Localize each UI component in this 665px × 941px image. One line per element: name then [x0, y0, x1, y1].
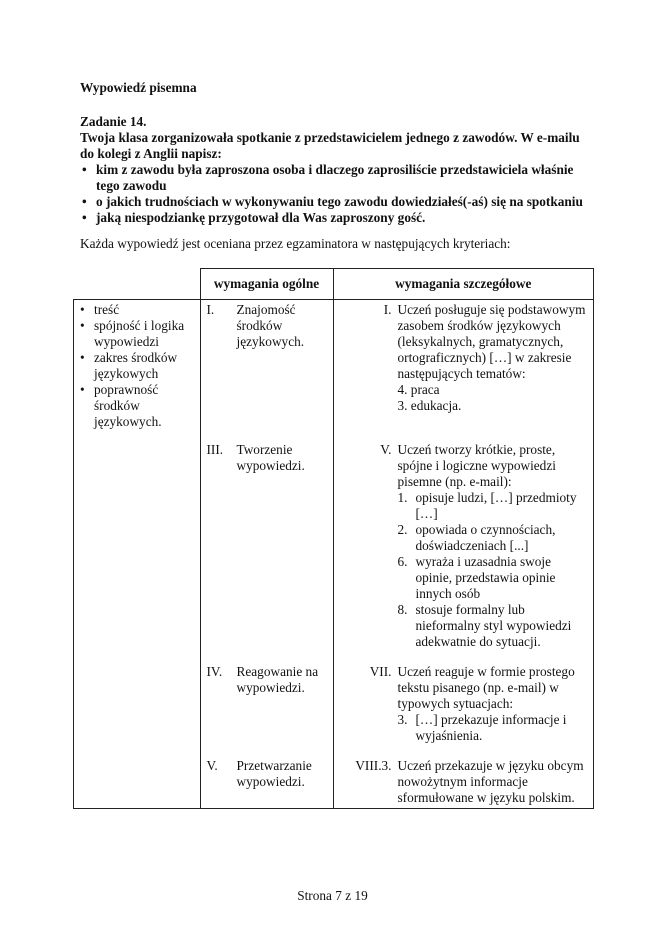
task-bullet: • jaką niespodziankę przygotował dla Was zaproszony gość. — [80, 210, 590, 226]
criteria-intro: Każda wypowiedź jest oceniana przez egzaminatora w następujących kryteriach: — [80, 236, 511, 251]
specific-item: I. Uczeń posługuje się podstawowym zasobem środków językowych (leksykalnych, gramatycznych, ortograficznych) […] w zakresie następujących tematów: 4. praca 3. edukacja. — [383, 302, 586, 413]
task-bullets — [80, 162, 590, 226]
specific-requirements-cell — [333, 300, 594, 809]
specific-item: V. Uczeń tworzy krótkie, proste, spójne i logiczne wypowiedzi pisemne (np. e-mail): 1. opisuje ludzi, […] przedmioty […] 2. opowiada o czynnościach, doświadczeniach [...] 6. wyraża i uzasadnia swoje opinie, przedstawia opinie innych osób 8. stosuje formalny lub nieformalny styl wypowiedzi adekwatnie do sytuacji. — [380, 442, 577, 649]
page-number: Strona 7 z 19 — [297, 888, 368, 903]
header-empty — [74, 269, 201, 300]
task-instructions — [80, 130, 590, 226]
criterion: • spójność i logika wypowiedzi — [78, 318, 196, 350]
table-header-row — [74, 269, 594, 300]
general-item: I. Znajomość środków językowych. — [206, 302, 305, 349]
header-specific: wymagania szczegółowe — [333, 269, 594, 300]
specific-item: VII. Uczeń reaguje w formie prostego tekstu pisanego (np. e-mail) w typowych sytuacjach: 3. […] przekazuje informacje i wyjaśnienia. — [369, 664, 575, 743]
task-title: Zadanie 14. — [80, 114, 147, 129]
general-item: III. Tworzenie wypowiedzi. — [206, 442, 305, 473]
task-bullet: • kim z zawodu była zaproszona osoba i dlaczego zaprosiliście przedstawiciela właśnie tego zawodu — [80, 162, 590, 194]
general-item: V. Przetwarzanie wypowiedzi. — [206, 758, 312, 789]
table-row — [74, 300, 594, 809]
specific-item: VIII.3. Uczeń przekazuje w języku obcym nowożytnym informacje sformułowane w języku polskim. — [355, 758, 584, 805]
criteria-table — [73, 268, 594, 809]
criteria-cell — [74, 300, 201, 809]
general-item: IV. Reagowanie na wypowiedzi. — [206, 664, 319, 695]
section-heading: Wypowiedź pisemna — [80, 80, 197, 95]
task-bullet: • o jakich trudnościach w wykonywaniu tego zawodu dowiedziałeś(-aś) się na spotkaniu — [80, 194, 590, 210]
task-text: Twoja klasa zorganizowała spotkanie z przedstawicielem jednego z zawodów. W e-mailu do kolegi z Anglii napisz: — [80, 130, 580, 161]
header-general: wymagania ogólne — [200, 269, 333, 300]
criterion: • poprawność środków językowych. — [78, 382, 196, 430]
criterion: • zakres środków językowych — [78, 350, 196, 382]
general-requirements-cell — [200, 300, 333, 809]
criterion: • treść — [78, 302, 196, 318]
